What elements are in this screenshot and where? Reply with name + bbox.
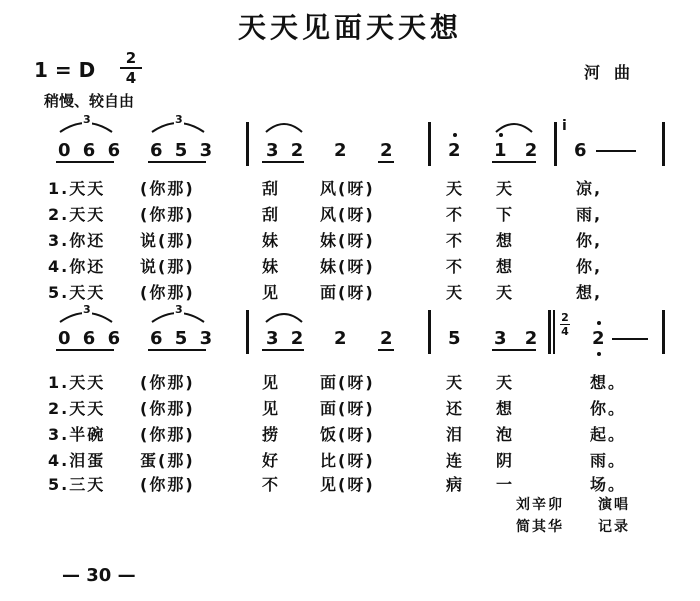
lyric-cell: 想 (496, 231, 515, 250)
high-octave-dot (499, 133, 503, 137)
lyric-cell: (你那) (140, 399, 195, 418)
time-change (560, 312, 570, 337)
lyric-cell: 想。 (590, 373, 627, 392)
lyric-cell: 你, (576, 231, 603, 250)
underline-1a (56, 349, 114, 351)
recorder-role: 记录 (598, 519, 630, 535)
end-mark: i (562, 118, 567, 134)
lyric-cell: 5.三天 (48, 475, 106, 494)
sustain-dash (612, 338, 648, 340)
sustain-dash (596, 150, 636, 152)
lyric-cell: 好 (262, 451, 281, 470)
lyric-cell: 连 (446, 451, 465, 470)
lyric-cell: 说(那) (140, 257, 195, 276)
meter-top: 2 (125, 49, 137, 67)
lyric-cell: 1.天天 (48, 179, 106, 198)
lyric-cell: 面(呀) (320, 283, 375, 302)
barline (246, 122, 249, 166)
lyric-cell: 妹(呀) (320, 257, 375, 276)
lyric-cell: 雨, (576, 205, 603, 224)
lyric-cell: 泪 (446, 425, 465, 444)
notes-measure-2c: 2 (380, 328, 393, 349)
notes-measure-4: 2 (592, 328, 605, 349)
lyric-cell: 面(呀) (320, 399, 375, 418)
time-signature (120, 50, 142, 86)
lyric-cell: 风(呀) (320, 205, 375, 224)
lyric-cell: 4.泪蛋 (48, 451, 106, 470)
page-number: — 30 — (62, 565, 136, 586)
lyric-cell: 天 (496, 179, 515, 198)
notes-measure-3a: 5 (448, 328, 461, 349)
recorder-name: 简其华 (516, 519, 564, 535)
lyric-cell: 说(那) (140, 231, 195, 250)
lyric-cell: 天 (446, 373, 465, 392)
notes-measure-2b: 2 (334, 140, 347, 161)
meter-bottom: 4 (561, 325, 569, 338)
lyric-cell: 想 (496, 399, 515, 418)
tempo-marking: 稍慢、较自由 (44, 92, 135, 110)
singer-name: 刘辛卯 (516, 497, 564, 513)
lyric-cell: 下 (496, 205, 515, 224)
notes-measure-4: 6 (574, 140, 587, 161)
lyric-cell: 面(呀) (320, 373, 375, 392)
lyric-cell: 凉, (576, 179, 603, 198)
lyric-cell: 1.天天 (48, 373, 106, 392)
lyric-cell: 阴 (496, 451, 515, 470)
lyric-cell: 蛋(那) (140, 451, 195, 470)
lyric-cell: 想 (496, 257, 515, 276)
meter-top: 2 (561, 311, 569, 324)
triplet-number-1: 3 (83, 303, 91, 316)
lyric-cell: 3.你还 (48, 231, 106, 250)
lyric-cell: 雨。 (590, 451, 627, 470)
notes-measure-3a: 2 (448, 140, 461, 161)
slur-3 (262, 304, 306, 326)
notes-measure-1a: 0 6 6 (58, 328, 124, 349)
lyric-cell: 病 (446, 475, 465, 494)
underline-1b (148, 161, 206, 163)
barline (428, 122, 431, 166)
lyric-cell: 泡 (496, 425, 515, 444)
notes-measure-2a: 3 2 (266, 328, 307, 349)
underline-2c (378, 349, 394, 351)
lyric-cell: 刮 (262, 179, 281, 198)
underline-2c (378, 161, 394, 163)
lyric-cell: 天 (496, 373, 515, 392)
lyric-cell: 2.天天 (48, 399, 106, 418)
triplet-number-1: 3 (83, 113, 91, 126)
lyric-cell: 2.天天 (48, 205, 106, 224)
origin-label: 河曲 (584, 63, 645, 82)
barline (428, 310, 431, 354)
underline-1a (56, 161, 114, 163)
lyric-cell: 不 (262, 475, 281, 494)
high-octave-dot (597, 321, 601, 325)
lyric-cell: (你那) (140, 179, 195, 198)
lyric-cell: 5.天天 (48, 283, 106, 302)
lyric-cell: 捞 (262, 425, 281, 444)
barline (246, 310, 249, 354)
lyric-cell: 妹 (262, 257, 281, 276)
lyric-cell: 见 (262, 399, 281, 418)
underline-3b (492, 161, 536, 163)
lyric-cell: 一 (496, 475, 515, 494)
underline-2a (262, 161, 304, 163)
lyric-cell: (你那) (140, 425, 195, 444)
notes-measure-3b: 3 2 (494, 328, 544, 349)
lyric-cell: 风(呀) (320, 179, 375, 198)
singer-role: 演唱 (598, 497, 630, 513)
notes-measure-3b: 1 2 (494, 140, 544, 161)
underline-3b (492, 349, 536, 351)
lyric-cell: 起。 (590, 425, 627, 444)
barline (554, 122, 557, 166)
lyric-cell: 4.你还 (48, 257, 106, 276)
lyric-cell: 妹(呀) (320, 231, 375, 250)
lyric-cell: 不 (446, 257, 465, 276)
lyric-cell: (你那) (140, 373, 195, 392)
lyric-cell: 3.半碗 (48, 425, 106, 444)
lyric-cell: 妹 (262, 231, 281, 250)
lyric-cell: 天 (496, 283, 515, 302)
slur-3 (262, 114, 306, 136)
lyric-cell: 天 (446, 283, 465, 302)
barline (662, 310, 665, 354)
lyric-cell: 见(呀) (320, 475, 375, 494)
underline-2a (262, 349, 304, 351)
lyric-cell: 场。 (590, 475, 627, 494)
lyric-cell: 不 (446, 231, 465, 250)
lyric-cell: 你。 (590, 399, 627, 418)
lyric-cell: 见 (262, 373, 281, 392)
underline-1b (148, 349, 206, 351)
lyric-cell: (你那) (140, 283, 195, 302)
lyric-cell: 你, (576, 257, 603, 276)
notes-measure-2a: 3 2 (266, 140, 307, 161)
lyric-cell: 见 (262, 283, 281, 302)
notes-measure-1a: 0 6 6 (58, 140, 124, 161)
high-octave-dot (453, 133, 457, 137)
triplet-number-2: 3 (175, 113, 183, 126)
lyric-cell: 饭(呀) (320, 425, 375, 444)
low-octave-dot (597, 352, 601, 356)
barline (553, 310, 555, 354)
lyric-cell: 刮 (262, 205, 281, 224)
barline (548, 310, 551, 354)
notes-measure-1b: 6 5 3 (150, 140, 216, 161)
key-signature: 1 = D (34, 58, 96, 82)
lyric-cell: 还 (446, 399, 465, 418)
lyric-cell: 比(呀) (320, 451, 375, 470)
lyric-cell: (你那) (140, 205, 195, 224)
lyric-cell: 想, (576, 283, 603, 302)
lyric-cell: (你那) (140, 475, 195, 494)
triplet-number-2: 3 (175, 303, 183, 316)
meter-bottom: 4 (125, 69, 137, 87)
lyric-cell: 不 (446, 205, 465, 224)
notes-measure-2b: 2 (334, 328, 347, 349)
barline (662, 122, 665, 166)
notes-measure-2c: 2 (380, 140, 393, 161)
song-title: 天天见面天天想 (237, 11, 462, 44)
lyric-cell: 天 (446, 179, 465, 198)
notes-measure-1b: 6 5 3 (150, 328, 216, 349)
